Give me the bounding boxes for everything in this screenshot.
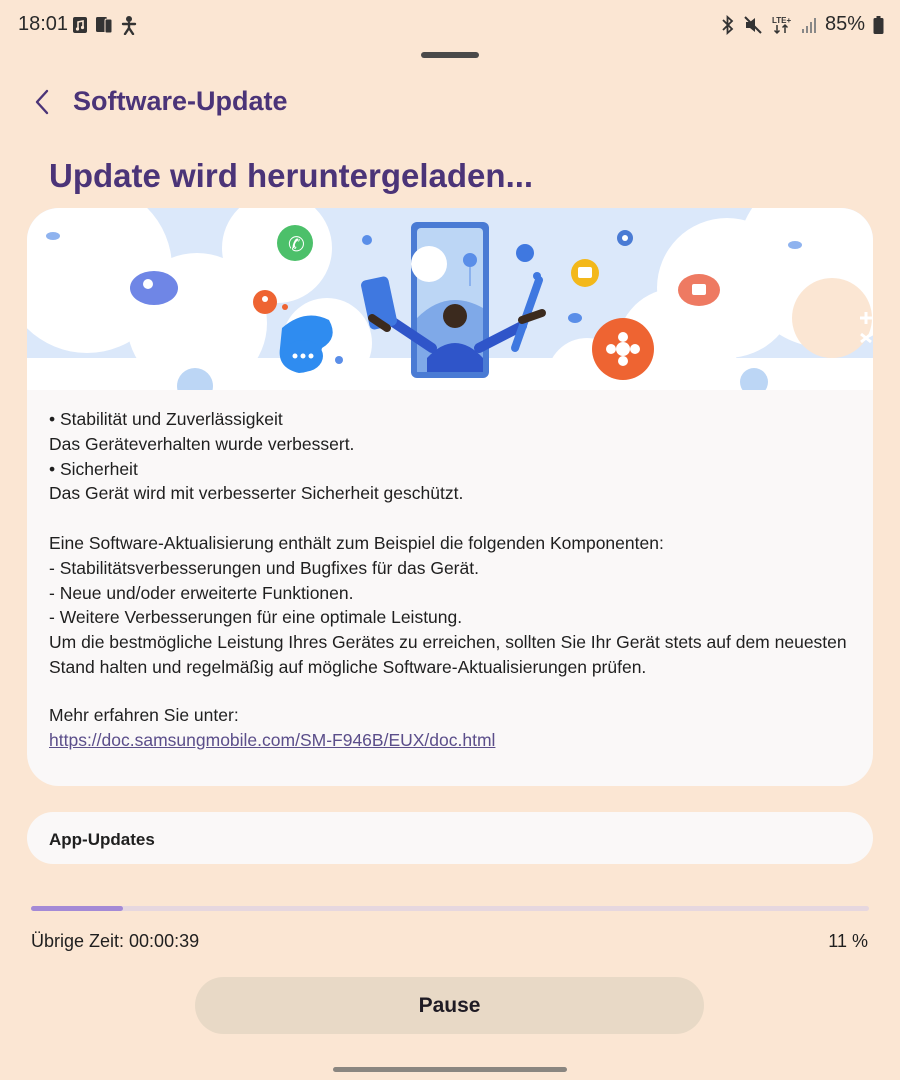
mute-icon <box>743 15 763 35</box>
app-updates-label: App-Updates <box>49 830 155 849</box>
pause-button[interactable]: Pause <box>195 977 704 1034</box>
svg-text:✆: ✆ <box>288 232 305 256</box>
more-info-link[interactable]: https://doc.samsungmobile.com/SM-F946B/EUX/doc.html <box>49 730 496 750</box>
update-illustration <box>27 208 873 390</box>
music-note-icon <box>72 15 88 35</box>
release-notes-text: • Stabilität und Zuverlässigkeit Das Geräteverhalten wurde verbessert. • Sicherheit Das Gerät wird mit verbesserter Sicherheit geschützt. Eine Software-Aktualisierung enthält zum Beispiel die folgenden Komponenten: - Stabilitätsverbesserungen und Bugfixes für das Gerät. - Neue und/oder erweiterte Funktionen. - Weitere Verbesserungen für eine optimale Leistung. Um die bestmögliche Leistung Ihres Gerätes zu erreichen, sollten Sie Ihr Gerät stets auf dem neuesten Stand halten und regelmäßig auf mögliche Software-Aktualisierungen prüfen. <box>49 409 847 677</box>
app-updates-row[interactable] <box>27 812 873 864</box>
drag-handle[interactable] <box>421 52 479 58</box>
download-progress-bar <box>31 906 869 911</box>
more-info-label: Mehr erfahren Sie unter: <box>49 705 239 725</box>
device-icon <box>94 15 114 35</box>
svg-text:LTE+: LTE+ <box>771 15 792 25</box>
status-notification-icons <box>72 15 138 35</box>
status-bar <box>0 0 900 52</box>
lte-icon <box>771 14 793 36</box>
progress-percent: 11 % <box>828 931 868 951</box>
signal-icon <box>801 16 817 34</box>
release-notes-card <box>27 208 873 786</box>
download-progress-fill <box>31 906 123 911</box>
status-system-icons <box>721 13 884 36</box>
status-time: 18:01 <box>18 13 69 35</box>
battery-percent: 85% <box>824 13 865 35</box>
header-title: Software-Update <box>73 86 288 116</box>
back-button[interactable] <box>22 84 62 124</box>
page-title: Update wird heruntergeladen... <box>49 157 534 194</box>
accessibility-icon <box>120 15 138 35</box>
home-indicator[interactable] <box>333 1067 567 1072</box>
battery-icon <box>873 16 884 34</box>
remaining-time: Übrige Zeit: 00:00:39 <box>31 931 200 951</box>
chevron-left-icon <box>32 88 52 121</box>
bluetooth-icon <box>721 15 735 35</box>
